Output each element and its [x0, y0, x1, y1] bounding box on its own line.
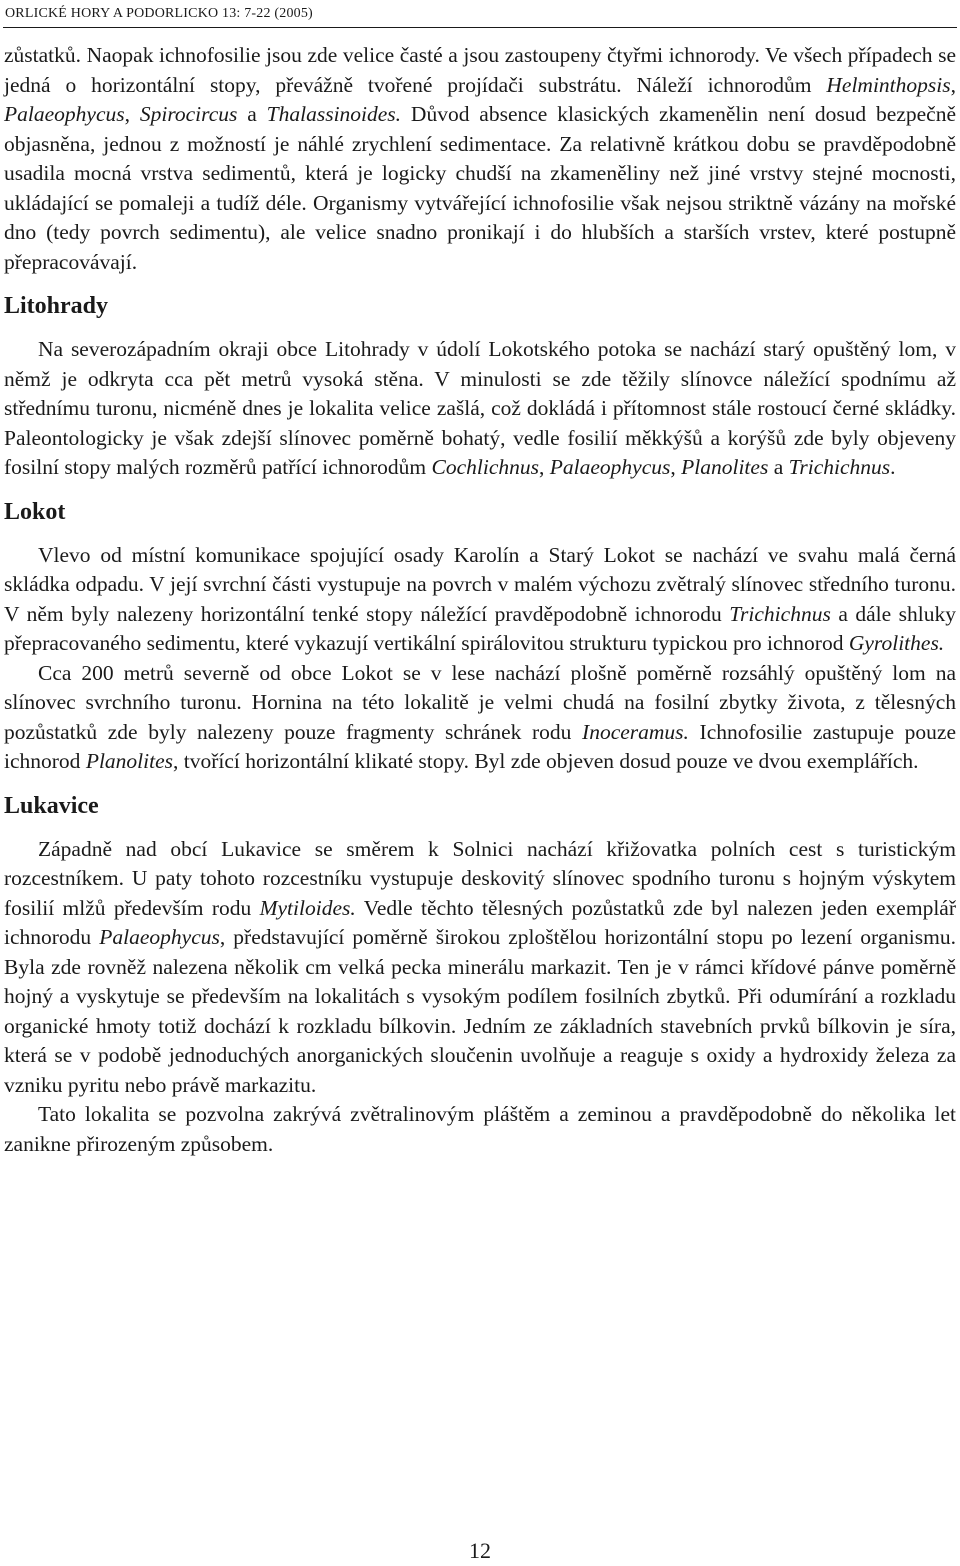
section-heading-lokot: Lokot [4, 498, 66, 525]
lukavice-paragraph-1 [4, 835, 956, 1101]
taxon-name: Inoceramus. [582, 719, 689, 744]
taxon-name: Gyrolithes. [848, 631, 945, 655]
lokot-paragraph-2 [4, 659, 956, 777]
text: a [237, 102, 267, 126]
lokot-paragraph-1 [4, 541, 956, 659]
text: Cca 200 metrů severně od obce Lokot se v lese nachází plošně poměrně rozsáhlý opuštěný lom na slínovec svrchního turonu. Hornina na této lokalitě je velmi chudá na fosilní zbytky života, z tělesných pozůstatků zde byly nalezeny pouze fragmenty schránek rodu [4, 660, 956, 744]
text: a [768, 455, 789, 479]
text: Na severozápadním okraji obce Litohrady v údolí Lokotského potoka se nachází starý opuštěný lom, v němž je odkryta cca pět metrů vysoká stěna. V minulosti se zde těžily slínovce náležící spodnímu až střednímu turonu, nicméně dnes je lokalita velice zašlá, což dokládá i přítomnost stále rostoucí černé skládky. Paleontologicky je však zdejší slínovec poměrně bohatý, vedle fosilií měkkýšů a korýšů zde byly objeveny fosilní stopy malých rozměrů patřící ichnorodům [4, 337, 956, 479]
litohrady-paragraph [4, 335, 956, 483]
text: , [124, 102, 140, 126]
taxon-name: Palaeophycus [549, 455, 671, 479]
text: . [890, 455, 896, 479]
text: Západně nad obcí Lukavice se směrem k Solnici nachází křižovatka polních cest s turistickým rozcestníkem. U paty tohoto rozcestníku vystupuje deskovitý slínovec spodního turonu s hojným výskytem fosilií mlžů především rodu [4, 836, 956, 920]
taxon-name: Palaeophycus [4, 102, 125, 126]
taxon-name: Cochlichnus [431, 455, 540, 479]
taxon-name: Planolites [681, 455, 769, 479]
page-number: 12 [469, 1538, 491, 1563]
article-body [4, 41, 956, 1159]
header-rule [3, 27, 957, 28]
text: Vlevo od místní komunikace spojující osady Karolín a Starý Lokot se nachází ve svahu malá černá skládka odpadu. V její svrchní části vystupuje na povrch v malém výchozu zvětralý slínovec středního turonu. V něm byly nalezeny horizontální tenké stopy náležící pravděpodobně ichnorodu [4, 542, 956, 626]
text: zůstatků. Naopak ichnofosilie jsou zde velice časté a jsou zastoupeny čtyřmi ichnorody. Ve všech případech se jedná o horizontální stopy, převážně tvořené projídači substrátu. Náleží ichnorodům [4, 43, 956, 97]
taxon-name: Planolites [85, 749, 173, 773]
taxon-name: Trichichnus [788, 455, 891, 479]
running-head: ORLICKÉ HORY A PODORLICKO 13: 7-22 (2005) [5, 6, 313, 21]
taxon-name: Trichichnus [729, 601, 831, 626]
text: Důvod absence klasických zkamenělin není dosud bezpečně objasněna, jednou z možností je náhlé zrychlení sedimentace. Za relativně krátkou dobu se pravděpodobně usadila mocná vrstva sedimentů, která je logicky chudší na zkameněliny než jiné vrstvy stejné mocnosti, ukládající se pomaleji a tudíž déle. Organismy vytvářející ichnofosilie však nejsou striktně vázány na mořské dno (tedy povrch sedimentu), ale velice snadno pronikají i do hlubších a starších vrstev, které postupně přepracovávají. [4, 102, 957, 274]
text: a dále shluky přepracovaného sedimentu, které vykazují vertikální spirálovitou strukturu typickou pro ichnorod [4, 601, 956, 655]
section-heading-litohrady: Litohrady [4, 293, 109, 319]
text: Ichnofosilie zastupuje pouze ichnorod [4, 719, 956, 773]
text: , tvořící horizontální klikaté stopy. Byl zde objeven dosud pouze ve dvou exemplářích. [173, 749, 919, 773]
taxon-name: Spirocircus [139, 102, 238, 126]
taxon-name: Mytiloides. [259, 895, 356, 920]
taxon-name: Helminthopsis [826, 72, 951, 97]
text: Vedle těchto tělesných pozůstatků zde byl nalezen jeden exemplář ichnorodu [4, 895, 956, 949]
section-heading-lukavice: Lukavice [4, 792, 99, 819]
text: , představující poměrně širokou zploštělou horizontální stopu po lezení organismu. Byla zde rovněž nalezena několik cm velká pecka minerálu markazit. Ten je v rámci křídové pánve poměrně hojný a vyskytuje se především na lokalitách s vysokým podílem fosilních zbytků. Při odumírání a rozkladu organické hmoty totiž dochází k rozkladu bílkovin. Jedním ze základních stavebních prvků bílkovin je síra, která se v podobě jednoduchých anorganických sloučenin uvolňuje a reaguje s oxidy a hydroxidy železa za vzniku pyritu nebo právě markazitu. [4, 925, 956, 1097]
taxon-name: Thalassinoides. [266, 102, 402, 126]
lukavice-paragraph-2: Tato lokalita se pozvolna zakrývá zvětralinovým pláštěm a zeminou a pravděpodobně do několika let zanikne přirozeným způsobem. [4, 1102, 956, 1156]
intro-paragraph [4, 41, 956, 277]
taxon-name: Palaeophycus [99, 925, 220, 949]
text: , [539, 455, 550, 479]
text: , [670, 455, 682, 479]
text: , [950, 72, 956, 97]
